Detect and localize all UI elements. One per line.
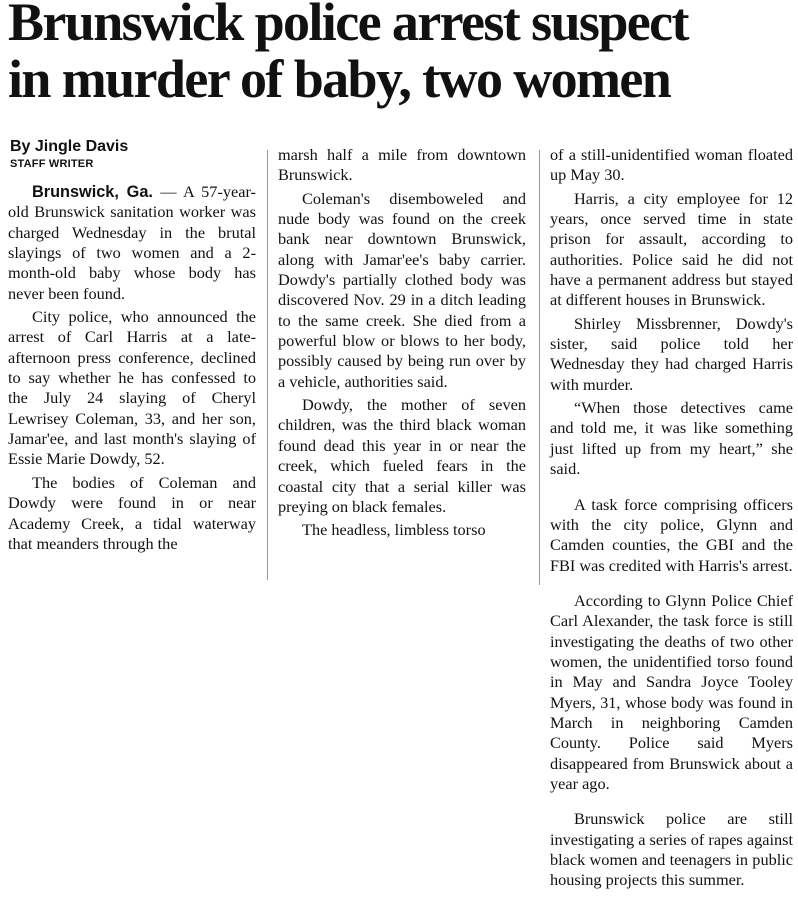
article-paragraph: The bodies of Coleman and Dowdy were found in or near Academy Creek, a tidal waterway that meanders through the [8,472,256,553]
article-paragraph: marsh half a mile from downtown Brunswick. [278,145,526,185]
headline [8,0,793,108]
column-rule-2 [539,150,540,585]
article-column-2 [278,145,526,544]
article-column-1 [8,182,256,557]
article-paragraph [8,182,256,304]
article-paragraph: Brunswick police are still investigating a series of rapes against black women and teenagers in public housing projects this summer. [550,809,793,890]
article-paragraph: Harris, a city employee for 12 years, once served time in state prison for assault, according to authorities. Police said he did not have a permanent address but stayed at different houses in Brunswick. [550,188,793,310]
article-paragraph: Shirley Missbrenner, Dowdy's sister, said police told her Wednesday they had charged Harris with murder. [550,313,793,394]
headline-line-2: in murder of baby, two women [8,49,671,109]
byline-role: STAFF WRITER [10,158,94,170]
byline-author: By Jingle Davis [10,138,129,155]
article-paragraph: A task force comprising officers with the city police, Glynn and Camden counties, the GBI and the FBI was credited with Harris's arrest. [550,494,793,575]
column-rule-1 [267,150,268,580]
dateline: Brunswick, Ga. [32,183,153,201]
byline [10,137,260,171]
article-paragraph: City police, who announced the arrest of Carl Harris at a late-afternoon press conference, declined to say whether he has confessed to the July 24 slaying of Cheryl Lewrisey Coleman, 33, and her son, Jamar'ee, and last month's slaying of Essie Marie Dowdy, 52. [8,307,256,469]
article-paragraph: Coleman's disemboweled and nude body was found on the creek bank near downtown Brunswick, along with Jamar'ee's baby carrier. Dowdy's partially clothed body was discovered Nov. 29 in a ditch leading to the same creek. She died from a powerful blow or blows to her body, possibly caused by being run over by a vehicle, authorities said. [278,188,526,391]
headline-line-1: Brunswick police arrest suspect [8,0,688,52]
article-column-3 [550,145,793,894]
article-paragraph: Dowdy, the mother of seven children, was the third black woman found dead this year in or near the creek, which fueled fears in the coastal city that a serial killer was preying on black females. [278,395,526,516]
paragraph-text: — A 57-year-old Brunswick sanitation worker was charged Wednesday in the brutal slayings of two women and a 2-month-old baby whose body has never been found. [8,182,256,303]
article-paragraph: The headless, limbless torso [302,520,486,540]
article-paragraph: “When those detectives came and told me, it was like something just lifted up from my heart,” she said. [550,398,793,479]
article-paragraph: of a still-unidentified woman floated up May 30. [550,145,793,185]
article-paragraph: According to Glynn Police Chief Carl Alexander, the task force is still investigating the deaths of two other women, the unidentified torso found in May and Sandra Joyce Tooley Myers, 31, whose body was found in March in neighboring Camden County. Police said Myers disappeared from Brunswick about a year ago. [550,590,793,793]
